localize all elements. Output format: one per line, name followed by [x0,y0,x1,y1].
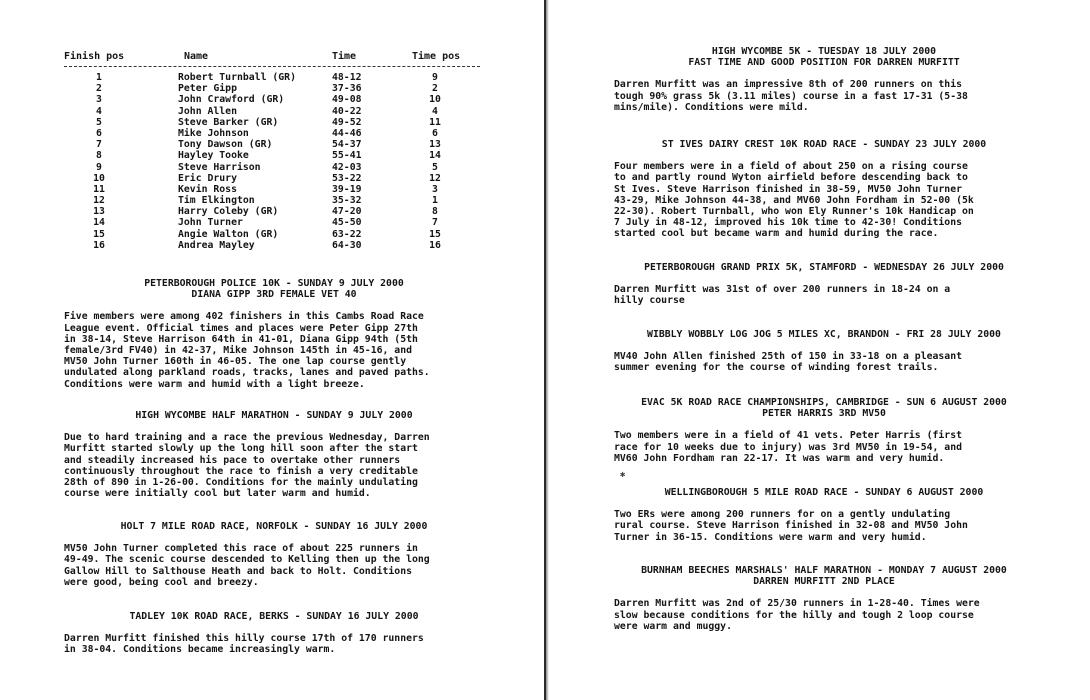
name-cell: Angie Walton (GR) [178,228,279,240]
article-body: MV40 John Allen finished 25th of 150 in 33-18 on a pleasant summer evening for the course of winding forest trails. [614,351,962,374]
article-body: MV50 John Turner completed this race of about 225 runners in 49-49. The scenic course descended to Kelling then up the long Gallow Hill to Salthouse Heath and back to Holt. Conditions were good, being cool and breezy. [64,543,430,588]
article-high-wycombe-half [64,410,484,499]
time-cell: 45-50 [332,217,362,229]
article-body: Darren Murfitt was an impressive 8th of 200 runners on this tough 90% grass 5k (3.11 miles) course in a fast 17-31 (5-38 mins/mile). Conditions were mild. [614,79,968,113]
name-cell: Eric Drury [178,172,237,184]
time-cell: 53-22 [332,172,362,184]
finish-pos-cell: 13 [93,206,105,218]
article-holt [64,521,484,588]
header-rule [64,66,480,67]
article-title: TADLEY 10K ROAD RACE, BERKS - SUNDAY 16 JULY 2000 [129,611,419,622]
article-body: Two members were in a field of 41 vets. Peter Harris (first race for 10 weeks due to injury) was 3rd MV50 in 19-54, and MV60 John Fordham ran 22-17. It was warm and very humid. [614,430,962,464]
finish-pos-cell: 15 [93,228,105,240]
name-cell: Tony Dawson (GR) [178,139,273,151]
time-cell: 49-52 [332,116,362,128]
name-cell: Robert Turnball (GR) [178,72,296,83]
time-cell: 55-41 [332,150,362,162]
time-cell: 40-22 [332,105,362,117]
article-wibbly-wobbly [614,329,1034,374]
name-cell: Peter Gipp [178,83,237,95]
article-body: Darren Murfitt was 31st of over 200 runners in 18-24 on a hilly course [614,284,951,307]
article-title: HOLT 7 MILE ROAD RACE, NORFOLK - SUNDAY 16 JULY 2000 [120,521,428,532]
finish-pos-cell: 5 [96,116,102,128]
time-cell: 63-22 [332,228,362,240]
time-pos-cell: 5 [432,161,438,173]
finish-pos-cell: 7 [96,139,102,151]
article-subtitle: DIANA GIPP 3RD FEMALE VET 40 [191,289,357,301]
article-burnham-beeches [614,565,1034,632]
table-row [64,72,484,83]
article-title: HIGH WYCOMBE HALF MARATHON - SUNDAY 9 JULY 2000 [135,410,413,421]
table-row [64,184,484,195]
time-pos-cell: 15 [429,228,441,240]
header-finish-pos: Finish pos [64,51,125,62]
scan-speck: ✱ [620,470,626,480]
table-row [64,206,484,217]
time-cell: 42-03 [332,161,362,173]
article-title: PETERBOROUGH POLICE 10K - SUNDAY 9 JULY 2000 [144,278,404,289]
table-row [64,117,484,128]
table-row [64,195,484,206]
table-row [64,94,484,105]
time-pos-cell: 6 [432,127,438,139]
finish-pos-cell: 6 [96,127,102,139]
article-high-wycombe-5k [614,46,1034,113]
time-cell: 37-36 [332,83,362,95]
table-row [64,83,484,94]
time-cell: 54-37 [332,139,362,151]
table-row [64,162,484,173]
article-title: ST IVES DAIRY CREST 10K ROAD RACE - SUNDAY 23 JULY 2000 [661,139,987,150]
finish-pos-cell: 12 [93,195,105,207]
article-title: WELLINGBOROUGH 5 MILE ROAD RACE - SUNDAY 6 AUGUST 2000 [664,487,984,498]
time-cell: 64-30 [332,239,362,251]
finish-pos-cell: 10 [93,172,105,184]
finish-pos-cell: 1 [96,72,102,83]
table-row [64,139,484,150]
article-title: PETERBOROUGH GRAND PRIX 5K, STAMFORD - WEDNESDAY 26 JULY 2000 [644,262,1004,273]
article-body: Five members were among 402 finishers in this Cambs Road Race League event. Official times and places were Peter Gipp 27th in 38-14, Steve Harrison 64th in 41-01, Diana Gipp 94th (5th female/3rd FV40) in 42-37, Mike Johnson 145th in 45-16, and MV50 John Turner 160th in 46-05. The one lap course gently undulated along parkland roads, tracks, lanes and paved paths. Conditions were warm and humid with a light breeze. [64,311,430,390]
results-header [64,51,484,64]
name-cell: Steve Harrison [178,161,261,173]
article-peterborough-gp [614,262,1034,307]
time-pos-cell: 3 [432,183,438,195]
article-st-ives [614,139,1034,240]
name-cell: John Turner [178,217,243,229]
table-row [64,217,484,228]
name-cell: Steve Barker (GR) [178,116,279,128]
finish-pos-cell: 16 [93,239,105,251]
right-page [548,0,1090,700]
time-pos-cell: 7 [432,217,438,229]
article-title: HIGH WYCOMBE 5K - TUESDAY 18 JULY 2000 [711,46,937,57]
finish-pos-cell: 8 [96,150,102,162]
time-cell: 49-08 [332,94,362,106]
time-pos-cell: 2 [432,83,438,95]
time-cell: 44-46 [332,127,362,139]
name-cell: Tim Elkington [178,195,255,207]
name-cell: Kevin Ross [178,183,237,195]
time-pos-cell: 4 [432,105,438,117]
finish-pos-cell: 14 [93,217,105,229]
time-cell: 39-19 [332,183,362,195]
finish-pos-cell: 3 [96,94,102,106]
time-cell: 47-20 [332,206,362,218]
article-title: EVAC 5K ROAD RACE CHAMPIONSHIPS, CAMBRIDGE - SUN 6 AUGUST 2000 [641,397,1007,408]
time-pos-cell: 1 [432,195,438,207]
time-pos-cell: 11 [429,116,441,128]
article-evac [614,397,1034,464]
header-time-pos: Time pos [412,51,461,62]
name-cell: Hayley Tooke [178,150,249,162]
article-body: Two ERs were among 200 runners for on a gently undulating rural course. Steve Harrison finished in 32-08 and MV50 John Turner in 36-15. Conditions were warm and very humid. [614,509,968,543]
time-pos-cell: 13 [429,139,441,151]
finish-pos-cell: 2 [96,83,102,95]
article-subtitle: FAST TIME AND GOOD POSITION FOR DARREN MURFITT [688,57,960,69]
table-row [64,106,484,117]
finish-pos-cell: 9 [96,161,102,173]
time-pos-cell: 8 [432,206,438,218]
time-pos-cell: 9 [432,72,438,83]
table-row [64,229,484,240]
time-pos-cell: 10 [429,94,441,106]
article-title: BURNHAM BEECHES MARSHALS' HALF MARATHON - MONDAY 7 AUGUST 2000 [641,565,1007,576]
article-body: Darren Murfitt finished this hilly course 17th of 170 runners in 38-04. Conditions became increasingly warm. [64,633,424,656]
name-cell: Andrea Mayley [178,239,255,251]
finish-pos-cell: 4 [96,105,102,117]
table-row [64,240,484,251]
results-rows [64,72,484,251]
name-cell: John Allen [178,105,237,117]
article-tadley [64,611,484,656]
name-cell: Mike Johnson [178,127,249,139]
time-pos-cell: 16 [429,239,441,251]
table-row [64,150,484,161]
header-name: Name [184,51,209,62]
time-cell: 48-12 [332,72,362,83]
article-subtitle: DARREN MURFITT 2ND PLACE [753,576,895,588]
time-cell: 35-32 [332,195,362,207]
table-row [64,128,484,139]
name-cell: John Crawford (GR) [178,94,285,106]
article-body: Darren Murfitt was 2nd of 25/30 runners in 1-28-40. Times were slow because conditions for the hilly and tough 2 loop course were warm and muggy. [614,598,980,632]
time-pos-cell: 14 [429,150,441,162]
article-wellingborough [614,487,1034,543]
article-body: Four members were in a field of about 250 on a rising course to and partly round Wyton airfield before descending back to St Ives. Steve Harrison finished in 38-59, MV50 John Turner 43-29, Mike Johnson 44-38, and MV60 John Fordham in 52-00 (5k 22-30). Robert Turnball, who won Ely Runner's 10k Handicap on 7 July in 48-12, improved his 10k time to 42-30! Conditions started cool but became warm and humid during the race. [614,161,974,240]
header-time: Time [332,51,357,62]
results-table [64,51,484,251]
name-cell: Harry Coleby (GR) [178,206,279,218]
article-title: WIBBLY WOBBLY LOG JOG 5 MILES XC, BRANDON - FRI 28 JULY 2000 [647,329,1001,340]
article-body: Due to hard training and a race the previous Wednesday, Darren Murfitt started slowly up the long hill soon after the start and steadily increased his pace to overtake other runners continuously throughout the race to finish a very creditable 28th of 890 in 1-26-00. Conditions for the mainly undulating course were initially cool but later warm and humid. [64,432,430,500]
article-subtitle: PETER HARRIS 3RD MV50 [762,408,886,420]
table-row [64,173,484,184]
article-peterborough-police [64,278,484,390]
time-pos-cell: 12 [429,172,441,184]
finish-pos-cell: 11 [93,183,105,195]
